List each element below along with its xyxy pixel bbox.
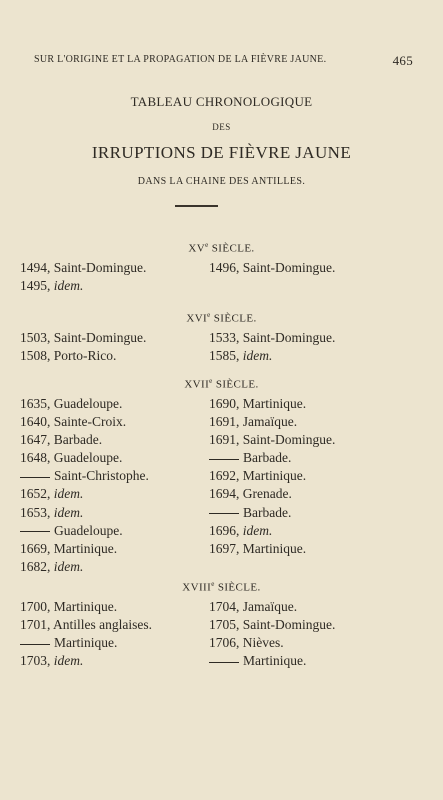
right-column bbox=[209, 329, 335, 365]
entry-year: 1494, bbox=[20, 260, 51, 275]
entry-place: Saint-Christophe. bbox=[54, 468, 149, 484]
entry-row bbox=[209, 540, 335, 558]
century-heading bbox=[0, 377, 443, 391]
right-column bbox=[209, 259, 335, 277]
entry-place: Antilles anglaises. bbox=[53, 617, 152, 633]
entry-row bbox=[20, 449, 149, 467]
century-label: SIÈCLE. bbox=[212, 378, 259, 391]
entry-place: Martinique. bbox=[53, 599, 118, 614]
entry-row bbox=[20, 277, 146, 295]
table-title-line1: TABLEAU CHRONOLOGIQUE bbox=[130, 94, 313, 109]
century-label: SIÈCLE. bbox=[210, 312, 257, 325]
century-numeral: XVI bbox=[186, 312, 208, 325]
ditto-dash bbox=[20, 531, 50, 532]
ditto-dash bbox=[20, 644, 50, 645]
entry-row bbox=[209, 467, 335, 485]
century-label: SIÈCLE. bbox=[214, 581, 261, 594]
entry-year: 1690, bbox=[209, 396, 240, 411]
table-title-main: IRRUPTIONS DE FIÈVRE JAUNE bbox=[91, 143, 352, 162]
entry-place: Martinique. bbox=[243, 653, 307, 669]
running-title: SUR L'ORIGINE ET LA PROPAGATION DE LA FIÈVRE JAUNE. bbox=[34, 54, 327, 65]
century-suffix: e bbox=[207, 311, 211, 319]
entry-year: 1692, bbox=[209, 468, 240, 484]
entry-row bbox=[20, 598, 152, 616]
entry-place: Martinique. bbox=[53, 540, 118, 556]
title-rule bbox=[175, 205, 218, 207]
entry-place: Sainte-Croix. bbox=[53, 414, 127, 430]
entry-place: idem. bbox=[242, 348, 273, 364]
entry-row bbox=[209, 652, 335, 670]
entry-place: idem. bbox=[242, 522, 273, 538]
century-label: SIÈCLE. bbox=[208, 242, 255, 255]
entry-row bbox=[20, 485, 149, 503]
entry-place: idem. bbox=[53, 486, 84, 502]
entry-place: Barbade. bbox=[53, 432, 103, 448]
entry-place: idem. bbox=[53, 278, 84, 294]
entry-row bbox=[20, 504, 149, 522]
entry-place: Martinique. bbox=[242, 540, 307, 556]
entry-place: Saint-Domingue. bbox=[242, 330, 336, 345]
entry-place: Nièves. bbox=[242, 635, 284, 651]
entry-year: 1635, bbox=[20, 396, 51, 411]
century-heading bbox=[0, 241, 443, 255]
entry-row bbox=[209, 449, 335, 467]
entry-row bbox=[20, 431, 149, 449]
entry-year: 1648, bbox=[20, 450, 51, 466]
entry-place: Martinique. bbox=[54, 635, 118, 651]
entry-year: 1697, bbox=[209, 540, 240, 556]
entry-row bbox=[209, 522, 335, 540]
entry-row bbox=[209, 395, 335, 413]
entry-row bbox=[209, 259, 335, 277]
century-numeral: XVII bbox=[184, 378, 210, 391]
entry-row bbox=[20, 329, 146, 347]
century-suffix: e bbox=[209, 377, 213, 385]
entry-year: 1508, bbox=[20, 348, 51, 364]
entry-row bbox=[209, 598, 335, 616]
ditto-dash bbox=[209, 459, 239, 460]
entry-place: Jamaïque. bbox=[242, 414, 298, 430]
entry-year: 1640, bbox=[20, 414, 51, 430]
entry-row bbox=[209, 485, 335, 503]
entry-year: 1495, bbox=[20, 278, 51, 294]
entry-place: idem. bbox=[53, 653, 84, 669]
entry-row bbox=[20, 634, 152, 652]
century-heading bbox=[0, 311, 443, 325]
ditto-dash bbox=[209, 662, 239, 663]
left-column bbox=[20, 598, 152, 670]
left-column bbox=[20, 329, 146, 365]
entry-row bbox=[20, 259, 146, 277]
entry-year: 1701, bbox=[20, 617, 51, 633]
entry-row bbox=[209, 616, 335, 634]
entry-year: 1503, bbox=[20, 330, 51, 345]
entry-place: idem. bbox=[53, 504, 84, 520]
entry-place: Barbade. bbox=[243, 450, 292, 466]
entry-row bbox=[20, 652, 152, 670]
entry-place: Saint-Domingue. bbox=[242, 260, 336, 275]
entry-year: 1691, bbox=[209, 414, 240, 430]
entry-year: 1705, bbox=[209, 617, 240, 633]
left-column bbox=[20, 259, 146, 295]
table-subtitle: DANS LA CHAINE DES ANTILLES. bbox=[137, 176, 306, 187]
entry-place: Martinique. bbox=[242, 468, 307, 484]
entry-place: Saint-Domingue. bbox=[53, 330, 147, 345]
entry-row bbox=[209, 347, 335, 365]
entry-place: Guadeloupe. bbox=[53, 396, 123, 411]
entry-place: Martinique. bbox=[242, 396, 307, 411]
ditto-dash bbox=[20, 477, 50, 478]
century-numeral: XVIII bbox=[182, 581, 212, 594]
entry-row bbox=[209, 329, 335, 347]
entry-year: 1496, bbox=[209, 260, 240, 275]
entry-row bbox=[209, 431, 335, 449]
entry-year: 1669, bbox=[20, 540, 51, 556]
entry-row bbox=[20, 347, 146, 365]
entry-row bbox=[209, 413, 335, 431]
table-title-line2: DES bbox=[212, 122, 231, 132]
entry-year: 1704, bbox=[209, 599, 240, 614]
entry-place: Grenade. bbox=[242, 486, 292, 502]
entry-year: 1694, bbox=[209, 486, 240, 502]
century-numeral: XV bbox=[188, 242, 206, 255]
entry-row bbox=[209, 634, 335, 652]
right-column bbox=[209, 395, 335, 558]
entry-place: Barbade. bbox=[243, 504, 292, 520]
entry-row bbox=[20, 413, 149, 431]
left-column bbox=[20, 395, 149, 576]
century-heading bbox=[0, 580, 443, 594]
entry-place: Saint-Domingue. bbox=[242, 617, 336, 633]
entry-year: 1691, bbox=[209, 432, 240, 448]
entry-row bbox=[20, 522, 149, 540]
entry-year: 1647, bbox=[20, 432, 51, 448]
entry-year: 1703, bbox=[20, 653, 51, 669]
entry-row bbox=[20, 467, 149, 485]
entry-row bbox=[20, 540, 149, 558]
entry-year: 1653, bbox=[20, 504, 51, 520]
entry-place: Guadeloupe. bbox=[53, 450, 123, 466]
entry-place: Porto-Rico. bbox=[53, 348, 117, 364]
right-column bbox=[209, 598, 335, 670]
entry-year: 1706, bbox=[209, 635, 240, 651]
entry-place: Saint-Domingue. bbox=[53, 260, 147, 275]
page-number: 465 bbox=[392, 53, 413, 68]
entry-row bbox=[20, 558, 149, 576]
entry-row bbox=[209, 504, 335, 522]
entry-year: 1533, bbox=[209, 330, 240, 345]
entry-place: Saint-Domingue. bbox=[242, 432, 336, 448]
century-suffix: e bbox=[211, 580, 215, 588]
entry-row bbox=[20, 395, 149, 413]
entry-year: 1585, bbox=[209, 348, 240, 364]
entry-place: idem. bbox=[53, 558, 84, 574]
ditto-dash bbox=[209, 513, 239, 514]
century-suffix: e bbox=[205, 241, 209, 249]
entry-place: Jamaïque. bbox=[242, 599, 298, 614]
entry-year: 1696, bbox=[209, 522, 240, 538]
entry-year: 1682, bbox=[20, 558, 51, 574]
entry-row bbox=[20, 616, 152, 634]
entry-place: Guadeloupe. bbox=[54, 522, 123, 538]
entry-year: 1652, bbox=[20, 486, 51, 502]
entry-year: 1700, bbox=[20, 599, 51, 614]
